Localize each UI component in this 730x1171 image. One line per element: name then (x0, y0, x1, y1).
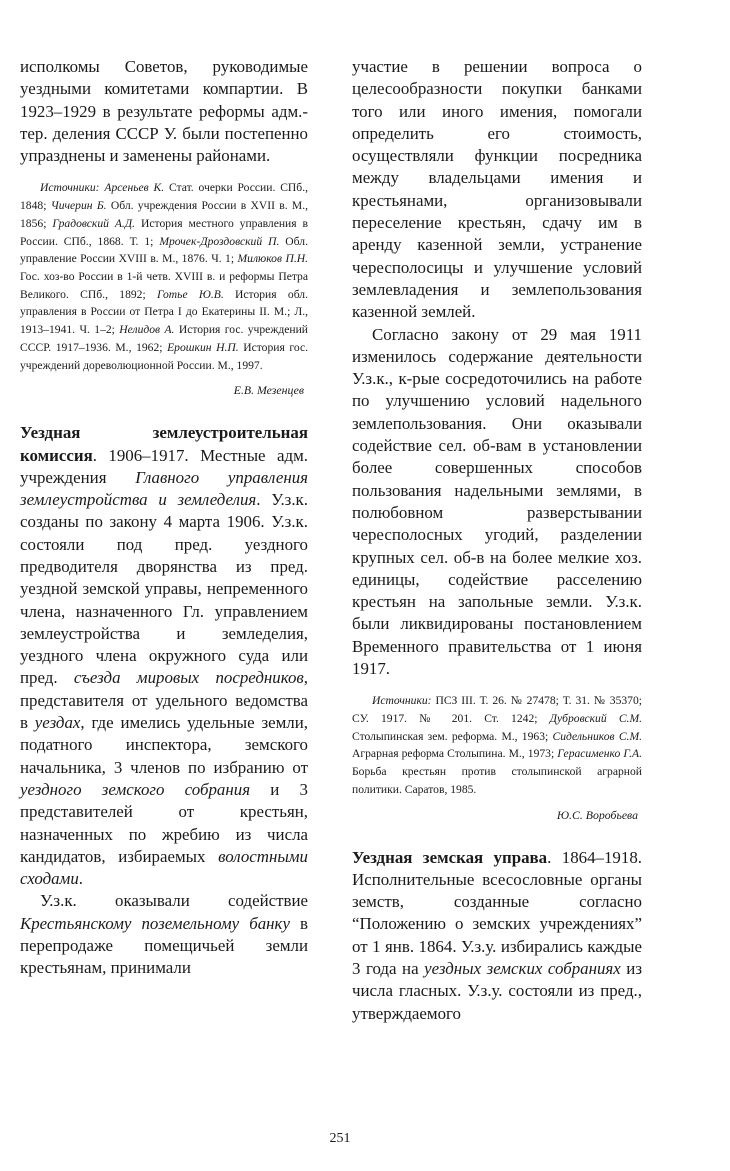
source-author: Герасименко Г.А. (557, 747, 642, 761)
source-title: История гос. учреждений дореволюционной России. М., 1997. (20, 340, 308, 372)
source-author: Градовский А.Д. (52, 216, 136, 230)
uzu-text: уездных земских собраниях (424, 959, 621, 979)
uzk-text: в перепродаже помещичьей земли крестьянам, принимали (20, 913, 308, 978)
page-number: 251 (329, 1131, 351, 1146)
right-paragraph-2: Согласно закону от 29 мая 1911 изменилось содержание деятельности У.з.к., к-рые сосредоточились на работе по улучшению условий надельного землепользования. Они оказывали содействие сел. об-вам в установлении более совершенных способов пользования надельными землями, в полюбовном разверстывании чересполосных угодий, разделении крупных сел. об-в на более мелкие хоз. единицы, содействие расселению крестьян на запольные земли. У.з.к. были ликвидированы постановлением Временного правительства от 1 июня 1917. (352, 324, 642, 679)
source-title: ПСЗ III. Т. 26. № 27478; Т. 31. № 35370; СУ. 1917. № 201. Ст. 1242; (352, 694, 642, 726)
uzk-text: Главного управления землеустройства и земледелия (20, 467, 309, 510)
uzk-text: съезда мировых посредников (73, 668, 304, 688)
source-title: История обл. управления в России от Петра I до Екатерины II. М.; Л., 1913–1941. Ч. 1–2; (20, 287, 308, 337)
uzk-text: Крестьянскому поземельному банку (20, 913, 290, 933)
uzk-text: . (78, 869, 84, 889)
source-author: Сидельников С.М. (552, 729, 643, 743)
author-right: Ю.С. Воробьева (556, 807, 638, 822)
source-author: Дубровский С.М. (549, 712, 643, 726)
uzu-title: Уездная земская управа (352, 847, 548, 867)
source-title: Аграрная реформа Столыпина. М., 1973; (352, 747, 555, 761)
source-title: Обл. учреждения России в XVII в. М., 1856; (20, 199, 308, 230)
source-title: Стат. очерки России. СПб., 1848; (20, 181, 308, 213)
source-title: История местного управления в России. СПб., 1868. Т. 1; (20, 216, 308, 248)
sources-left (20, 179, 308, 374)
source-author: Чичерин Б. (50, 199, 107, 213)
right-paragraph-1: участие в решении вопроса о целесообразности покупки банками того или иного имения, помогали определить его стоимость, осуществляли функции посредника между владельцами имения и крестьянами, организовывали переселение крестьян, сдачу им в аренду казенной земли, устранение чересполосицы и улучшение условий землевладения и землепользования казенной землей. (352, 57, 642, 322)
uzu-text: . 1864–1918. Исполнительные всесословные органы земств, созданные согласно “Положению о земских учреждениях” от 1 янв. 1864. У.з.у. избирались каждые 3 года на (352, 847, 642, 979)
uzk-text: . У.з.к. созданы по закону 4 марта 1906. У.з.к. состояли под пред. уездного предводителя дворянства из пред. уездной земской управы, непременного члена, назначенного Гл. управлением землеустройства и земледелия, уездного члена окружного суда или пред. (20, 490, 308, 688)
uzk-title: Уездная землеустроительная комиссия (20, 423, 308, 465)
source-author: Нелидов А. (119, 323, 175, 337)
uzu-text: из числа гласных. У.з.у. состояли из пред., утверждаемого (352, 959, 642, 1023)
uzk-text: уездах (34, 713, 81, 733)
right-column (352, 56, 642, 1025)
source-title: Борьба крестьян против столыпинской аграрной политики. Саратов, 1985. (352, 765, 642, 796)
uzk-text: , представителя от удельного ведомства в (20, 668, 308, 733)
sources-label: Источники: (40, 181, 100, 195)
left-column (20, 56, 308, 980)
intro-paragraph: исполкомы Советов, руководимые уездными комитетами компартии. В 1923–1929 в результате реформы адм.-тер. деления СССР У. были постепенно упразднены и заменены районами. (20, 57, 308, 166)
uzk-text: , где имелись удельные земли, податного инспектора, земского начальника, 3 членов по избранию от (20, 713, 309, 777)
source-title: Гос. хоз-во России в 1-й четв. XVIII в. и реформы Петра Великого. СПб., 1892; (20, 270, 308, 301)
sources-right (352, 692, 642, 798)
source-author: Мрочек-Дроздовский П. (159, 234, 280, 248)
source-author: Милюков П.Н. (237, 252, 308, 266)
source-author: Ерошкин Н.П. (167, 340, 239, 354)
source-author: Арсеньев К. (104, 181, 165, 195)
source-title: Столыпинская зем. реформа. М., 1963; (352, 729, 549, 743)
uzk-text: и 3 представителей от крестьян, назначенных по жребию из числа кандидатов, избираемых (20, 779, 308, 866)
uzk-paragraph-1 (20, 422, 308, 890)
source-title: История гос. учреждений СССР. 1917–1936. М., 1962; (20, 323, 308, 354)
source-author: Готье Ю.В. (157, 287, 224, 301)
uzu-paragraph-1 (352, 847, 642, 1025)
source-title: Обл. управление России XVIII в. М., 1876. Ч. 1; (20, 234, 308, 266)
uzk-text: У.з.к. оказывали содействие (40, 891, 308, 911)
uzk-text: волостными сходами (20, 846, 308, 889)
uzk-paragraph-2 (20, 890, 308, 979)
author-left: Е.В. Мезенцев (233, 383, 304, 398)
sources-label-right: Источники: (372, 694, 432, 708)
uzk-text: . 1906–1917. Местные адм. учреждения (20, 445, 308, 487)
uzk-text: уездного земского собрания (20, 779, 251, 799)
